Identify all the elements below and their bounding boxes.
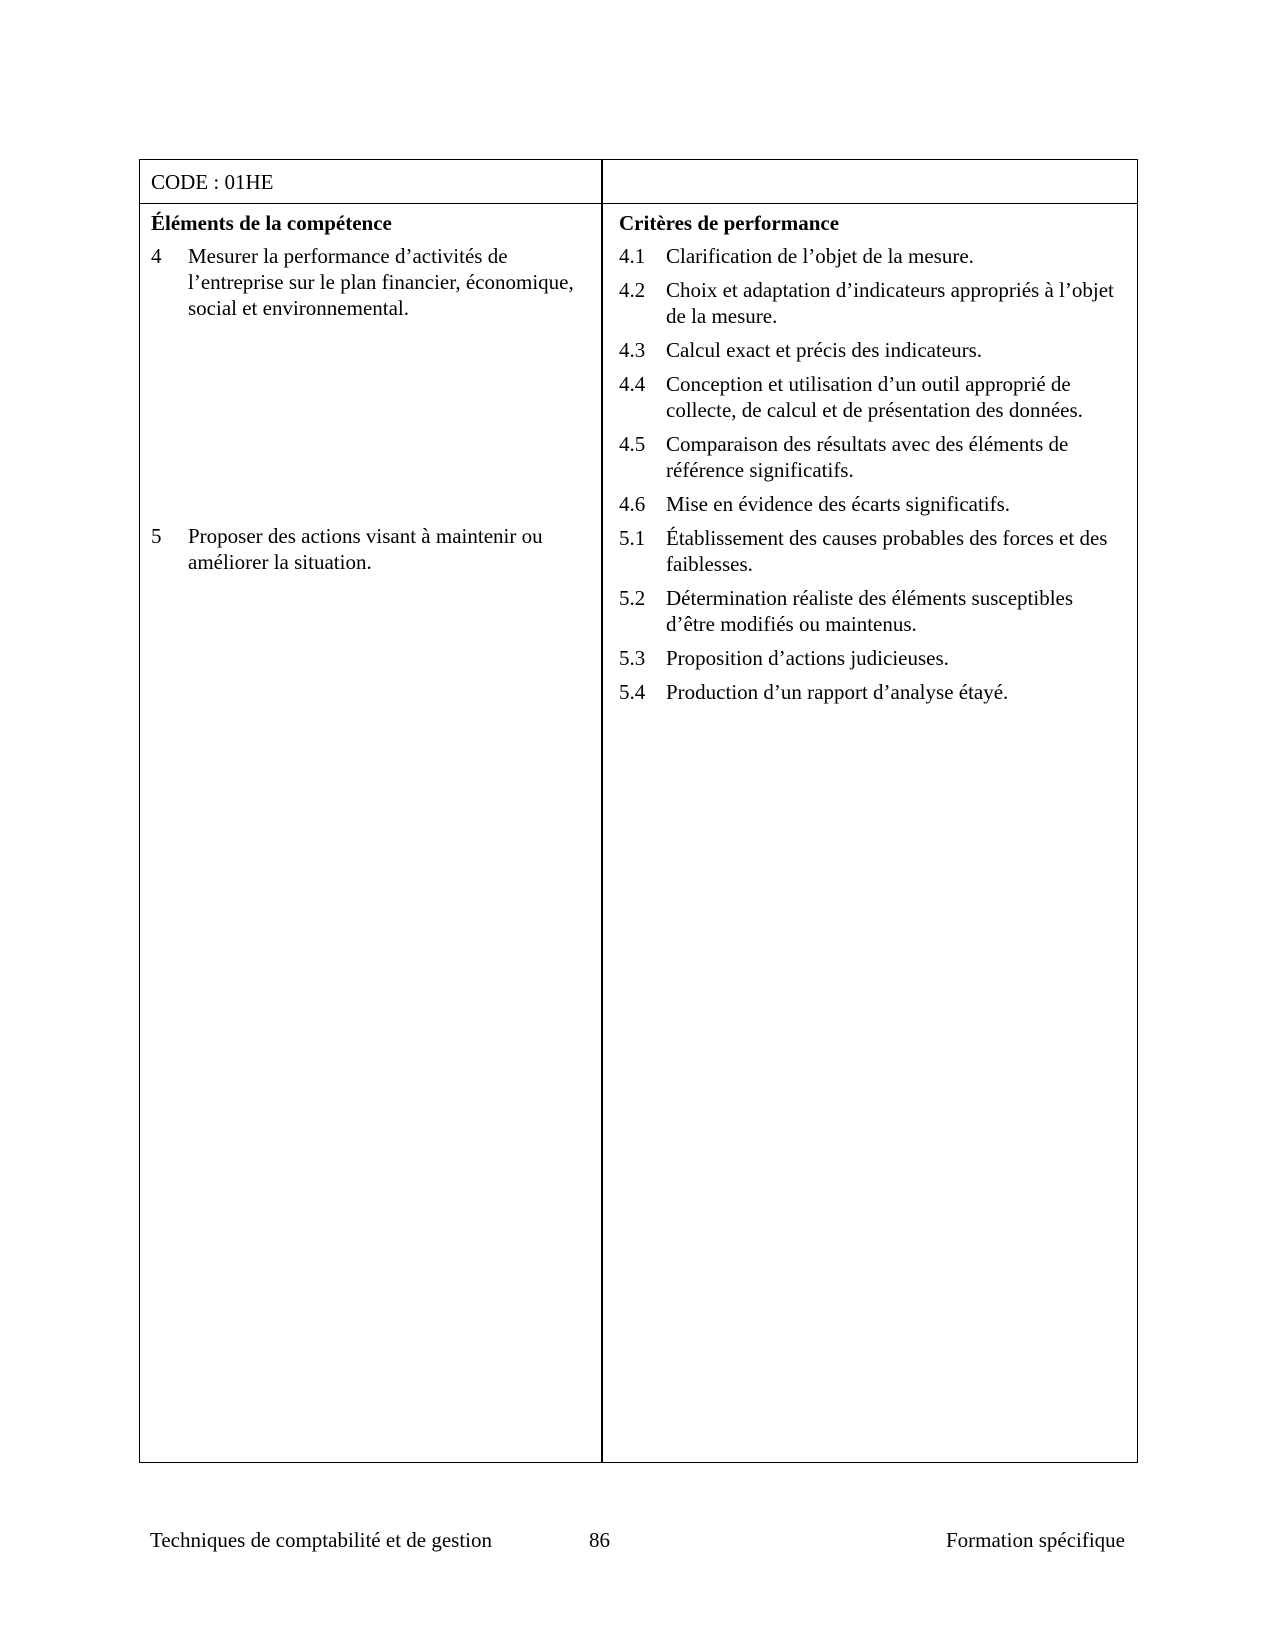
footer-section-title: Formation spécifique (945, 1528, 1125, 1552)
column-divider (601, 160, 603, 1462)
criterion-number: 5.4 (619, 680, 646, 704)
criterion-number: 4.3 (619, 338, 646, 362)
criterion-text: Choix et adaptation d’indicateurs appropriés à l’objet de la mesure. (666, 278, 1114, 328)
criterion-number: 4.2 (619, 278, 646, 302)
competency-table (139, 159, 1138, 1463)
criterion-number: 5.3 (619, 646, 646, 670)
criterion-number: 4.4 (619, 372, 646, 396)
criterion-number: 5.2 (619, 586, 646, 610)
element-number: 4 (151, 244, 162, 268)
criterion-text: Comparaison des résultats avec des éléments de référence significatifs. (666, 432, 1069, 482)
elements-heading: Éléments de la compétence (151, 211, 392, 235)
criterion-item (619, 277, 1124, 329)
page-footer (0, 1527, 1275, 1557)
criterion-number: 4.5 (619, 432, 646, 456)
criterion-text: Détermination réaliste des éléments susceptibles d’être modifiés ou maintenus. (666, 586, 1074, 636)
criterion-item (619, 337, 1124, 363)
footer-program-title: Techniques de comptabilité et de gestion (150, 1528, 493, 1552)
page-number: 86 (589, 1528, 610, 1552)
element-number: 5 (151, 524, 162, 548)
criterion-text: Conception et utilisation d’un outil approprié de collecte, de calcul et de présentation des données. (666, 372, 1083, 422)
criterion-item (619, 525, 1124, 577)
criterion-item (619, 431, 1124, 483)
element-item-5 (151, 523, 591, 575)
criterion-text: Proposition d’actions judicieuses. (666, 646, 949, 670)
criterion-item (619, 679, 1124, 705)
header-divider (140, 203, 1137, 204)
criteria-column (619, 210, 1124, 713)
element-text: Proposer des actions visant à maintenir ou améliorer la situation. (188, 524, 543, 574)
criterion-item (619, 645, 1124, 671)
element-item-4 (151, 243, 591, 321)
criterion-text: Calcul exact et précis des indicateurs. (666, 338, 983, 362)
criterion-text: Production d’un rapport d’analyse étayé. (666, 680, 1009, 704)
element-text: Mesurer la performance d’activités de l’entreprise sur le plan financier, économique, social et environnemental. (188, 244, 574, 320)
criteria-heading: Critères de performance (619, 211, 840, 235)
criterion-item (619, 491, 1124, 517)
criterion-text: Mise en évidence des écarts significatifs. (666, 492, 1011, 516)
criterion-number: 4.1 (619, 244, 646, 268)
criterion-item (619, 585, 1124, 637)
criterion-text: Clarification de l’objet de la mesure. (666, 244, 974, 268)
criterion-text: Établissement des causes probables des forces et des faiblesses. (666, 526, 1108, 576)
criterion-number: 4.6 (619, 492, 646, 516)
criterion-item (619, 243, 1124, 269)
code-label: CODE : 01HE (151, 170, 274, 194)
criterion-item (619, 371, 1124, 423)
criterion-number: 5.1 (619, 526, 646, 550)
elements-column (151, 210, 591, 583)
